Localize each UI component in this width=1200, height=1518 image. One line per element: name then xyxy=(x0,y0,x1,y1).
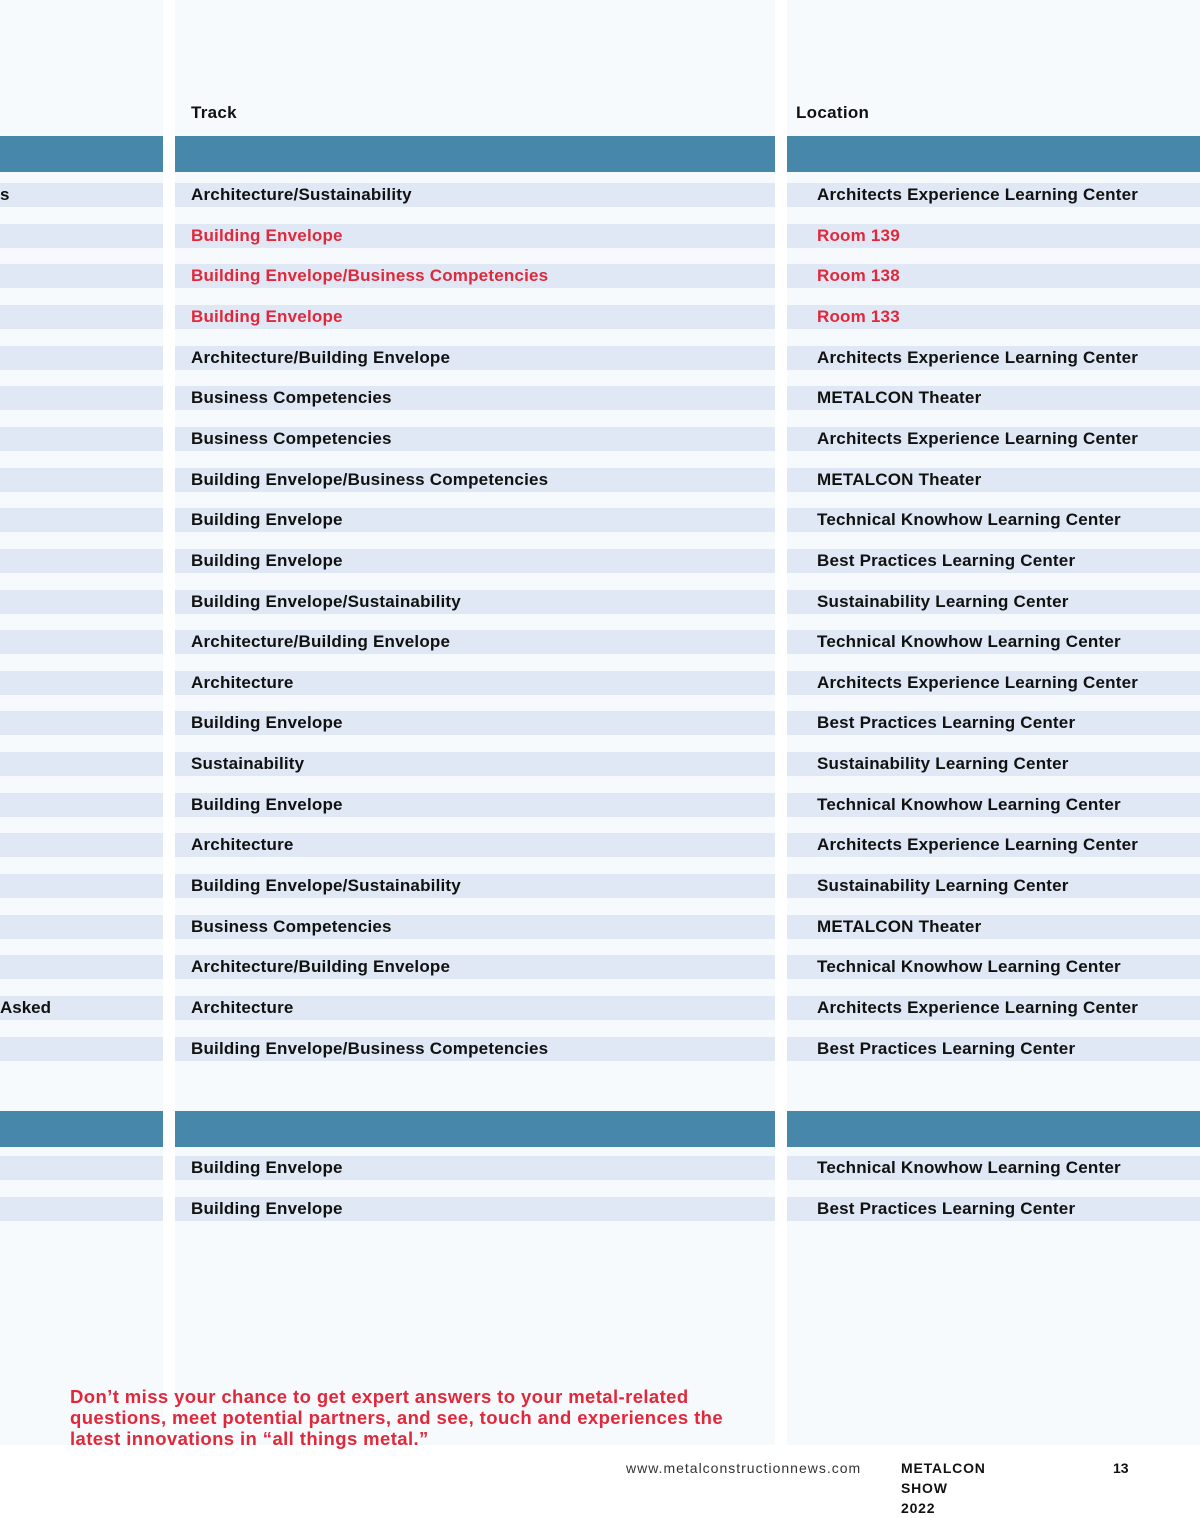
footer-url: www.metalconstructionnews.com xyxy=(626,1460,862,1476)
section-header-band xyxy=(175,136,775,172)
track-cell: Building Envelope/Business Competencies xyxy=(191,1038,549,1058)
track-cell: Business Competencies xyxy=(191,388,392,408)
location-cell: Architects Experience Learning Center xyxy=(817,835,1139,855)
location-cell: METALCON Theater xyxy=(817,469,982,489)
column-gap-right xyxy=(775,0,787,1445)
page-number: 13 xyxy=(1113,1460,1129,1476)
track-cell: Business Competencies xyxy=(191,428,392,448)
track-cell: Building Envelope xyxy=(191,794,343,814)
section-header-band xyxy=(787,136,1200,172)
section-header-band xyxy=(0,136,163,172)
location-cell: Room 133 xyxy=(817,306,900,326)
section-header-band xyxy=(787,1111,1200,1147)
table-row xyxy=(0,671,163,695)
section-header-band xyxy=(175,1111,775,1147)
location-cell: Architects Experience Learning Center xyxy=(817,998,1139,1017)
track-cell: Building Envelope xyxy=(191,306,343,326)
track-cell: Building Envelope/Business Competencies xyxy=(191,266,549,286)
location-cell: Room 138 xyxy=(817,266,900,286)
table-row xyxy=(0,874,163,898)
table-row xyxy=(0,630,163,654)
track-cell: Architecture/Sustainability xyxy=(191,185,412,204)
location-cell: Technical Knowhow Learning Center xyxy=(817,632,1121,652)
track-cell: Business Competencies xyxy=(191,916,392,936)
location-cell: Best Practices Learning Center xyxy=(817,550,1076,570)
table-row xyxy=(0,752,163,776)
table-row xyxy=(0,305,163,329)
table-row xyxy=(0,833,163,857)
track-cell: Building Envelope/Business Competencies xyxy=(191,469,549,489)
track-cell: Building Envelope xyxy=(191,510,343,530)
track-cell: Architecture xyxy=(191,998,294,1017)
table-row xyxy=(0,468,163,492)
table-row xyxy=(0,711,163,735)
location-cell: Architects Experience Learning Center xyxy=(817,672,1139,692)
table-row xyxy=(0,427,163,451)
track-cell: Building Envelope/Sustainability xyxy=(191,591,461,611)
table-row xyxy=(0,1156,163,1180)
track-cell: Architecture/Building Envelope xyxy=(191,347,451,367)
location-cell: Room 139 xyxy=(817,225,900,245)
track-cell: Building Envelope xyxy=(191,1158,343,1177)
table-row xyxy=(0,264,163,288)
location-cell: METALCON Theater xyxy=(817,916,982,936)
table-row xyxy=(0,183,163,207)
location-cell: Technical Knowhow Learning Center xyxy=(817,794,1121,814)
column-gap-left xyxy=(163,0,175,1445)
track-cell: Architecture xyxy=(191,672,294,692)
table-row xyxy=(0,346,163,370)
track-cell: Building Envelope xyxy=(191,713,343,733)
location-cell: Best Practices Learning Center xyxy=(817,1038,1076,1058)
location-cell: Architects Experience Learning Center xyxy=(817,185,1139,204)
track-cell: Building Envelope xyxy=(191,550,343,570)
location-cell: METALCON Theater xyxy=(817,388,982,408)
location-cell: Best Practices Learning Center xyxy=(817,1198,1076,1218)
track-cell: Building Envelope/Sustainability xyxy=(191,876,461,896)
track-cell: Architecture/Building Envelope xyxy=(191,632,451,652)
location-cell: Technical Knowhow Learning Center xyxy=(817,957,1121,977)
table-row xyxy=(0,1037,163,1061)
table-row xyxy=(0,590,163,614)
section-header-band xyxy=(0,1111,163,1147)
track-column-header: Track xyxy=(191,103,237,122)
track-cell: Architecture/Building Envelope xyxy=(191,957,451,977)
track-cell: Architecture xyxy=(191,835,294,855)
clipped-text-fragment: s xyxy=(0,185,10,204)
table-row xyxy=(0,224,163,248)
table-row xyxy=(0,1197,163,1221)
track-cell: Building Envelope xyxy=(191,1198,343,1218)
location-cell: Best Practices Learning Center xyxy=(817,713,1076,733)
pull-quote: Don’t miss your chance to get expert answers to your metal-related questions, meet potential partners, and see, touch and experiences the latest innovations in “all things metal.” xyxy=(70,1386,724,1449)
table-row xyxy=(0,915,163,939)
table-row xyxy=(0,386,163,410)
location-cell: Sustainability Learning Center xyxy=(817,591,1069,611)
table-row xyxy=(0,793,163,817)
location-cell: Sustainability Learning Center xyxy=(817,754,1069,774)
location-cell: Sustainability Learning Center xyxy=(817,876,1069,896)
track-cell: Building Envelope xyxy=(191,225,343,245)
track-cell: Sustainability xyxy=(191,754,305,774)
table-row xyxy=(0,955,163,979)
location-column-header: Location xyxy=(796,103,870,122)
table-row xyxy=(0,549,163,573)
location-cell: Technical Knowhow Learning Center xyxy=(817,1158,1121,1177)
location-cell: Technical Knowhow Learning Center xyxy=(817,510,1121,530)
table-row xyxy=(0,508,163,532)
clipped-text-fragment: Asked xyxy=(0,998,52,1017)
footer-show-title: METALCON SHOW 2022 xyxy=(901,1460,986,1516)
location-cell: Architects Experience Learning Center xyxy=(817,347,1139,367)
location-cell: Architects Experience Learning Center xyxy=(817,428,1139,448)
